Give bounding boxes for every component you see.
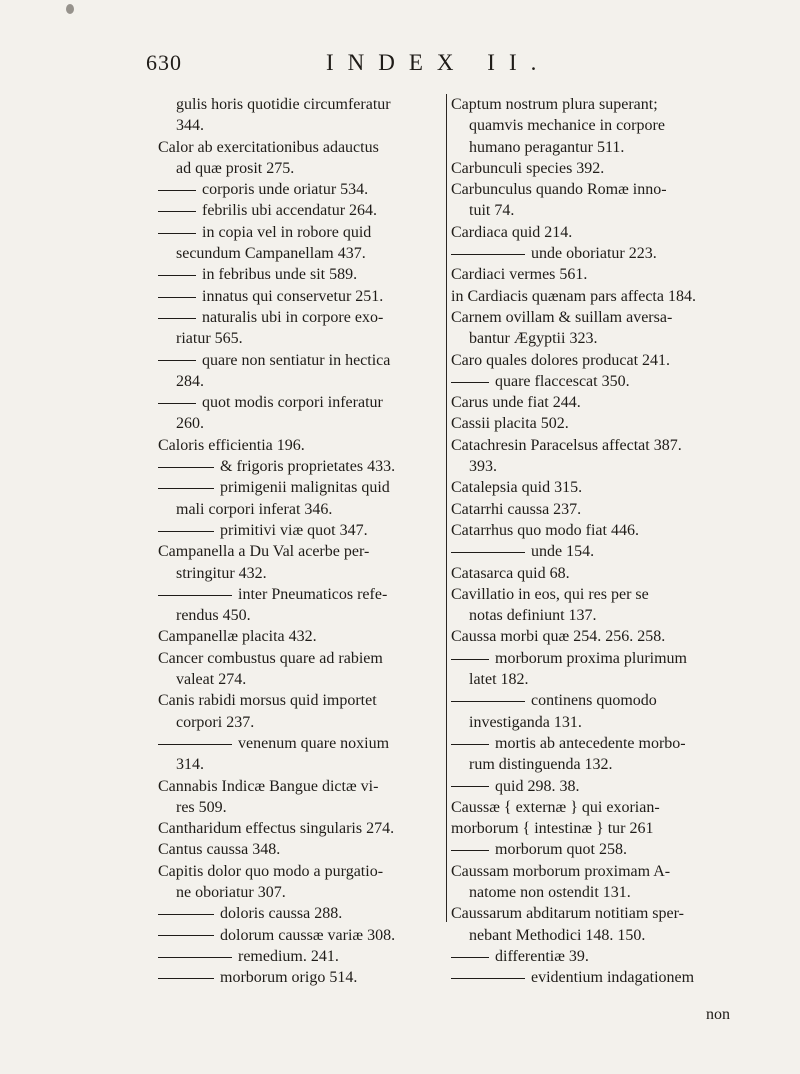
index-entry: [451, 413, 741, 434]
ditto-dash: [158, 403, 196, 404]
index-entry: [158, 776, 444, 797]
ditto-dash: [158, 190, 196, 191]
index-entry-text: unde oboriatur 223.: [531, 245, 657, 263]
index-entry: [451, 754, 741, 775]
index-entry-text: naturalis ubi in corpore exo-: [202, 308, 384, 326]
index-entry: [158, 882, 444, 903]
index-entry-text: investiganda 131.: [469, 713, 582, 731]
index-entry-text: 284.: [176, 372, 204, 390]
index-entry-text: nebant Methodici 148. 150.: [469, 926, 646, 944]
index-entry: [451, 520, 741, 541]
index-entry: [158, 690, 444, 711]
index-entry: [451, 328, 741, 349]
index-entry-text: latet 182.: [469, 671, 529, 689]
index-entry-text: continens quomodo: [531, 692, 657, 710]
index-entry: [451, 158, 741, 179]
index-entry-text: rendus 450.: [176, 607, 251, 625]
ditto-dash: [451, 744, 489, 745]
index-entry: [158, 541, 444, 562]
index-entry: [451, 350, 741, 371]
index-entry-text: Carbunculus quando Romæ inno-: [451, 181, 667, 199]
index-entry-text: morborum quot 258.: [495, 841, 627, 859]
index-entry-text: Cavillatio in eos, qui res per se: [451, 585, 649, 603]
index-column-left: [158, 94, 444, 988]
index-entry-text: mali corpori inferat 346.: [176, 500, 333, 518]
ditto-dash: [158, 914, 214, 915]
index-entry: [451, 286, 741, 307]
ditto-dash: [158, 275, 196, 276]
index-entry: [158, 797, 444, 818]
index-entry: [158, 605, 444, 626]
index-entry: [158, 243, 444, 264]
index-entry-text: Caussarum abditarum notitiam sper-: [451, 905, 684, 923]
ditto-dash: [158, 318, 196, 319]
index-entry: [158, 350, 444, 371]
index-entry-text: Calor ab exercitationibus adauctus: [158, 138, 379, 156]
index-entry-text: Catasarca quid 68.: [451, 564, 570, 582]
index-entry: [158, 563, 444, 584]
index-entry-text: valeat 274.: [176, 671, 247, 689]
index-entry-text: quamvis mechanice in corpore: [469, 117, 665, 135]
index-entry: [158, 371, 444, 392]
index-entry-text: morborum origo 514.: [220, 969, 358, 987]
catchword: non: [706, 1006, 730, 1023]
index-entry: [451, 307, 741, 328]
index-entry: [451, 563, 741, 584]
index-entry: [451, 797, 741, 818]
index-entry: [451, 200, 741, 221]
index-entry: [451, 435, 741, 456]
index-entry-text: & frigoris proprietates 433.: [220, 458, 396, 476]
index-entry: [158, 818, 444, 839]
index-entry-text: dolorum caussæ variæ 308.: [220, 926, 396, 944]
index-entry: [158, 200, 444, 221]
index-entry: [158, 861, 444, 882]
index-entry: [158, 839, 444, 860]
index-entry-text: 344.: [176, 117, 204, 135]
index-entry-text: primigenii malignitas quid: [220, 479, 390, 497]
index-entry: [451, 477, 741, 498]
index-entry-text: corporis unde oriatur 534.: [202, 181, 369, 199]
index-entry-text: Cassii placita 502.: [451, 415, 569, 433]
index-entry: [158, 903, 444, 924]
index-entry-text: Catalepsia quid 315.: [451, 479, 583, 497]
index-entry: [451, 584, 741, 605]
index-entry-text: Caro quales dolores producat 241.: [451, 351, 671, 369]
index-entry: [451, 222, 741, 243]
index-entry-text: 314.: [176, 756, 204, 774]
index-entry-text: secundum Campanellam 437.: [176, 245, 366, 263]
ditto-dash: [451, 786, 489, 787]
index-entry-text: res 509.: [176, 798, 227, 816]
index-entry-text: 260.: [176, 415, 204, 433]
ditto-dash: [158, 744, 232, 745]
index-entry: [158, 179, 444, 200]
index-entry-text: doloris caussa 288.: [220, 905, 343, 923]
index-entry-text: primitivi viæ quot 347.: [220, 521, 368, 539]
index-entry: [451, 115, 741, 136]
index-entry-text: Carnem ovillam & suillam aversa-: [451, 308, 673, 326]
index-entry-text: unde 154.: [531, 543, 595, 561]
index-entry-text: Cardiaci vermes 561.: [451, 266, 588, 284]
ditto-dash: [451, 978, 525, 979]
index-entry: [451, 243, 741, 264]
index-entry: [158, 754, 444, 775]
index-entry: [451, 648, 741, 669]
ditto-dash: [158, 488, 214, 489]
index-entry-text: quare flaccescat 350.: [495, 372, 630, 390]
index-entry: [158, 392, 444, 413]
index-entry: [451, 776, 741, 797]
index-entry-text: Cancer combustus quare ad rabiem: [158, 649, 383, 667]
index-entry-text: evidentium indagationem: [531, 969, 695, 987]
index-entry: [158, 307, 444, 328]
index-entry-text: morborum proxima plurimum: [495, 649, 687, 667]
index-entry: [158, 499, 444, 520]
index-entry-text: natome non ostendit 131.: [469, 883, 631, 901]
index-entry: [451, 903, 741, 924]
page-number: 630: [146, 50, 182, 75]
ditto-dash: [158, 211, 196, 212]
index-entry: [158, 286, 444, 307]
ditto-dash: [158, 978, 214, 979]
ditto-dash: [451, 254, 525, 255]
index-entry: [451, 456, 741, 477]
index-entry-text: Catachresin Paracelsus affectat 387.: [451, 436, 682, 454]
index-entry: [158, 435, 444, 456]
ditto-dash: [158, 531, 214, 532]
index-entry-text: Campanella a Du Val acerbe per-: [158, 543, 370, 561]
ditto-dash: [158, 467, 214, 468]
index-entry-text: stringitur 432.: [176, 564, 267, 582]
index-entry: [158, 477, 444, 498]
index-entry: [158, 584, 444, 605]
index-entry-text: gulis horis quotidie circumferatur: [176, 96, 391, 113]
ditto-dash: [451, 659, 489, 660]
index-entry-text: Cardiaca quid 214.: [451, 223, 573, 241]
index-entry-text: Cannabis Indicæ Bangue dictæ vi-: [158, 777, 379, 795]
index-entry: [451, 264, 741, 285]
index-entry: [158, 137, 444, 158]
index-entry-text: Caloris efficientia 196.: [158, 436, 305, 454]
ditto-dash: [451, 382, 489, 383]
index-entry: [451, 137, 741, 158]
index-entry: [158, 115, 444, 136]
index-entry-text: bantur Ægyptii 323.: [469, 330, 598, 348]
index-entry: [451, 392, 741, 413]
ditto-dash: [451, 957, 489, 958]
index-entry: [158, 669, 444, 690]
index-entry: [158, 520, 444, 541]
index-entry: [158, 946, 444, 967]
ditto-dash: [158, 360, 196, 361]
index-entry-text: quare non sentiatur in hectica: [202, 351, 391, 369]
index-entry-text: notas definiunt 137.: [469, 607, 597, 625]
index-entry-text: quid 298. 38.: [495, 777, 580, 795]
index-entry-text: Campanellæ placita 432.: [158, 628, 317, 646]
index-entry-text: Caussæ { externæ } qui exorian-: [451, 798, 660, 816]
index-entry: [158, 328, 444, 349]
index-entry: [451, 669, 741, 690]
index-entry: [158, 712, 444, 733]
index-entry: [451, 179, 741, 200]
index-entry: [451, 882, 741, 903]
index-entry-text: Carus unde fiat 244.: [451, 394, 581, 412]
index-entry-text: corpori 237.: [176, 713, 255, 731]
index-entry: [451, 733, 741, 754]
index-entry: [451, 626, 741, 647]
index-entry: [451, 925, 741, 946]
index-entry-text: Cantus caussa 348.: [158, 841, 281, 859]
index-entry: [451, 499, 741, 520]
index-entry-text: morborum { intestinæ } tur 261: [451, 820, 654, 838]
index-entry-text: Carbunculi species 392.: [451, 159, 605, 177]
index-entry: [451, 839, 741, 860]
index-entry: [158, 925, 444, 946]
ditto-dash: [158, 595, 232, 596]
index-entry: [158, 222, 444, 243]
index-entry: [451, 946, 741, 967]
ditto-dash: [158, 957, 232, 958]
index-entry: [158, 264, 444, 285]
ditto-dash: [451, 850, 489, 851]
index-entry-text: Catarrhus quo modo fiat 446.: [451, 521, 639, 539]
index-entry-text: riatur 565.: [176, 330, 243, 348]
index-column-right: [451, 94, 741, 988]
index-entry: [158, 94, 444, 115]
index-entry-text: febrilis ubi accendatur 264.: [202, 202, 378, 220]
index-entry: [158, 626, 444, 647]
index-entry-text: in febribus unde sit 589.: [202, 266, 358, 284]
index-entry-text: Cantharidum effectus singularis 274.: [158, 820, 395, 838]
column-divider: [446, 94, 447, 922]
index-entry: [158, 733, 444, 754]
index-entry: [451, 967, 741, 988]
index-entry-text: mortis ab antecedente morbo-: [495, 734, 686, 752]
ditto-dash: [158, 233, 196, 234]
index-entry: [451, 371, 741, 392]
index-entry-text: ad quæ prosit 275.: [176, 159, 295, 177]
index-entry: [158, 456, 444, 477]
index-entry-text: Caussa morbi quæ 254. 256. 258.: [451, 628, 666, 646]
index-entry-text: venenum quare noxium: [238, 734, 390, 752]
index-entry-text: inter Pneumaticos refe-: [238, 585, 388, 603]
index-entry-text: innatus qui conservetur 251.: [202, 287, 384, 305]
index-entry: [158, 413, 444, 434]
ink-smudge: [66, 4, 74, 14]
index-entry: [451, 541, 741, 562]
running-header: INDEX II.: [326, 50, 551, 75]
index-entry-text: in Cardiacis quænam pars affecta 184.: [451, 287, 696, 305]
index-entry-text: Capitis dolor quo modo a purgatio-: [158, 862, 384, 880]
index-entry: [451, 605, 741, 626]
index-entry: [158, 648, 444, 669]
index-entry-text: Caussam morborum proximam A-: [451, 862, 671, 880]
index-entry-text: Catarrhi caussa 237.: [451, 500, 582, 518]
index-entry-text: rum distinguenda 132.: [469, 756, 613, 774]
index-entry-text: Canis rabidi morsus quid importet: [158, 692, 377, 710]
index-entry-text: differentiæ 39.: [495, 947, 589, 965]
index-entry: [451, 818, 741, 839]
index-entry-text: remedium. 241.: [238, 947, 339, 965]
index-entry-text: humano peragantur 511.: [469, 138, 625, 156]
index-entry-text: quot modis corpori inferatur: [202, 394, 383, 412]
index-entry: [158, 967, 444, 988]
index-entry-text: 393.: [469, 458, 497, 476]
index-entry: [451, 690, 741, 711]
ditto-dash: [158, 297, 196, 298]
ditto-dash: [158, 935, 214, 936]
index-entry-text: ne oboriatur 307.: [176, 883, 286, 901]
index-entry-text: tuit 74.: [469, 202, 515, 220]
ditto-dash: [451, 701, 525, 702]
index-entry: [451, 712, 741, 733]
index-entry: [451, 861, 741, 882]
index-entry-text: in copia vel in robore quid: [202, 223, 372, 241]
ditto-dash: [451, 552, 525, 553]
index-entry-text: Captum nostrum plura superant;: [451, 96, 658, 113]
index-entry: [451, 94, 741, 115]
index-entry: [158, 158, 444, 179]
